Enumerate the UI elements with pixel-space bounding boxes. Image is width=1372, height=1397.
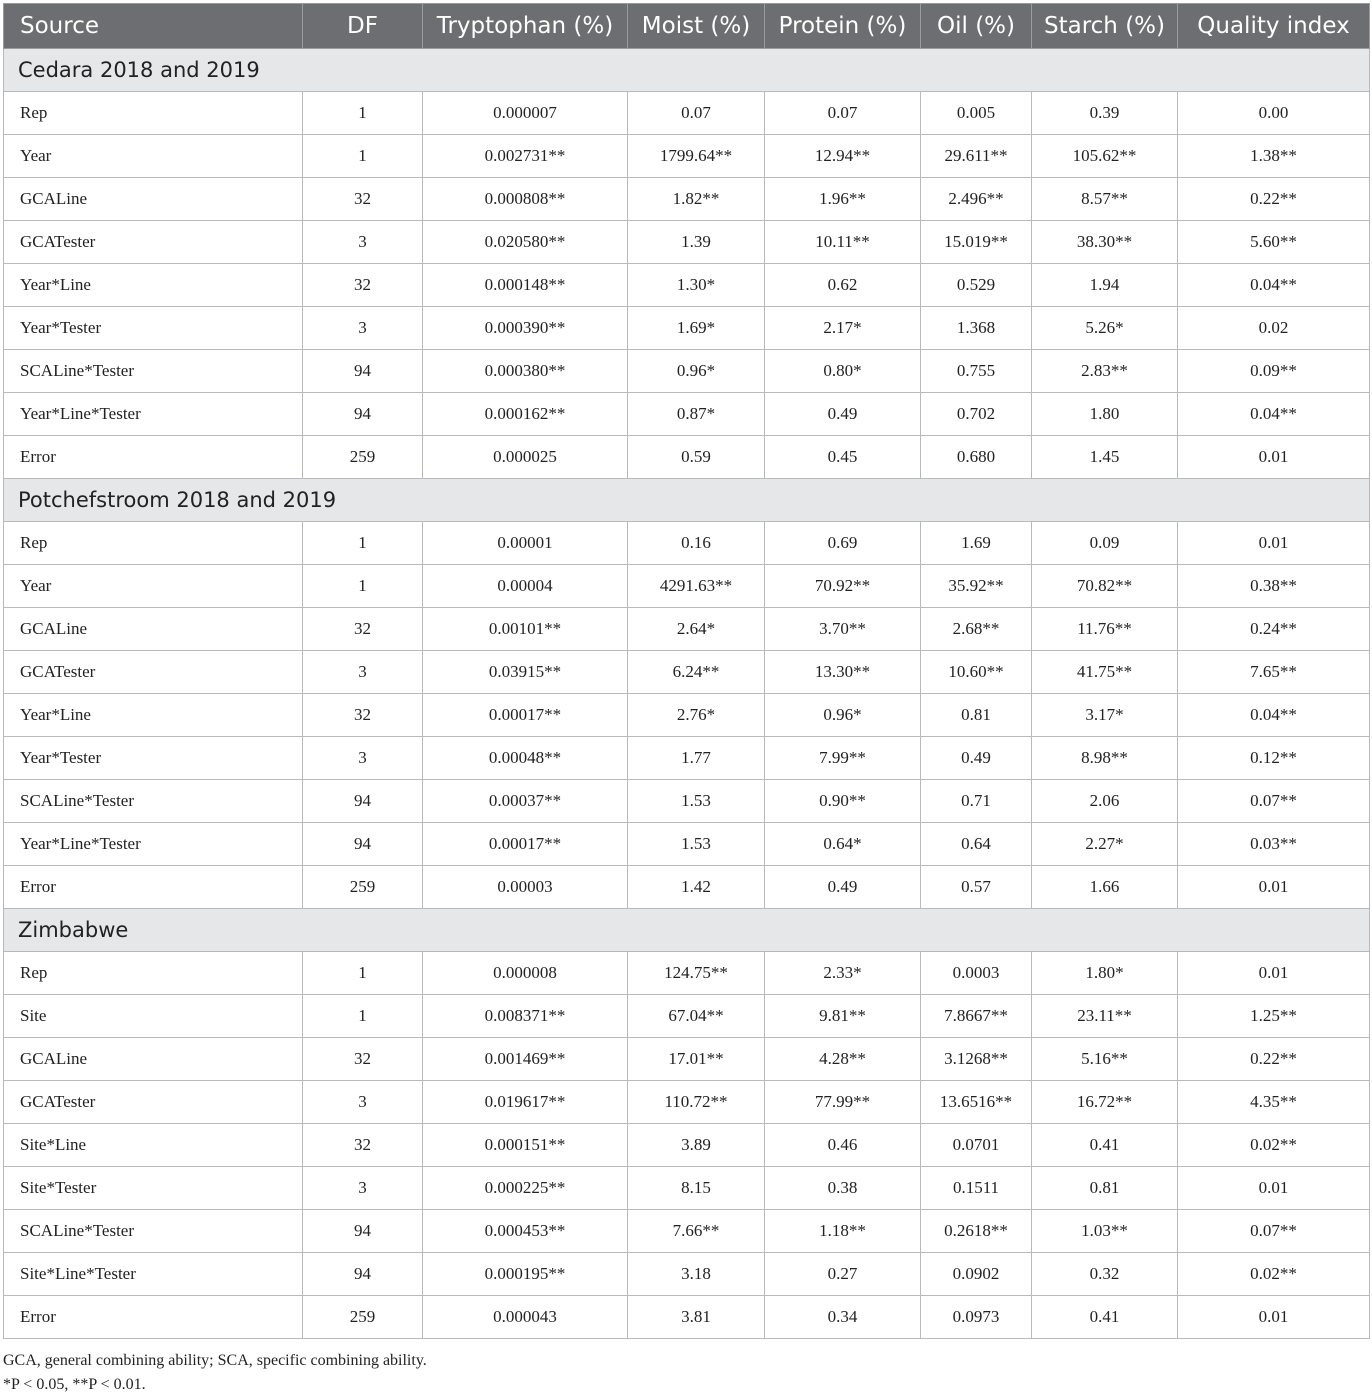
cell-moist: 8.15: [628, 1167, 765, 1210]
cell-starch: 1.03**: [1032, 1210, 1178, 1253]
cell-oil: 0.1511: [921, 1167, 1032, 1210]
footnote-significance: *P < 0.05, **P < 0.01.: [3, 1376, 146, 1393]
cell-tryptophan: 0.00017**: [423, 823, 628, 866]
cell-source: Year*Line: [4, 694, 303, 737]
cell-protein: 0.49: [765, 866, 921, 909]
cell-starch: 1.94: [1032, 264, 1178, 307]
cell-oil: 7.8667**: [921, 995, 1032, 1038]
cell-df: 3: [303, 651, 423, 694]
table-row: [4, 1124, 1370, 1167]
cell-protein: 4.28**: [765, 1038, 921, 1081]
table-footnotes: [3, 1349, 427, 1397]
cell-source: GCALine: [4, 608, 303, 651]
table-row: [4, 608, 1370, 651]
cell-quality-index: 0.04**: [1178, 264, 1370, 307]
cell-moist: 3.89: [628, 1124, 765, 1167]
cell-tryptophan: 0.00048**: [423, 737, 628, 780]
section-title: Potchefstroom 2018 and 2019: [4, 479, 1370, 522]
cell-starch: 1.80*: [1032, 952, 1178, 995]
cell-moist: 1.30*: [628, 264, 765, 307]
column-header-moist: Moist (%): [628, 4, 765, 49]
table-row: [4, 823, 1370, 866]
cell-protein: 0.62: [765, 264, 921, 307]
cell-df: 94: [303, 823, 423, 866]
cell-protein: 13.30**: [765, 651, 921, 694]
cell-quality-index: 0.02**: [1178, 1124, 1370, 1167]
cell-moist: 1.53: [628, 823, 765, 866]
cell-starch: 1.66: [1032, 866, 1178, 909]
cell-source: GCATester: [4, 651, 303, 694]
cell-source: Year: [4, 135, 303, 178]
cell-starch: 0.41: [1032, 1124, 1178, 1167]
cell-quality-index: 0.03**: [1178, 823, 1370, 866]
cell-quality-index: 0.01: [1178, 436, 1370, 479]
table-row: [4, 1038, 1370, 1081]
cell-df: 32: [303, 264, 423, 307]
cell-moist: 110.72**: [628, 1081, 765, 1124]
section-row: [4, 479, 1370, 522]
cell-starch: 3.17*: [1032, 694, 1178, 737]
cell-protein: 3.70**: [765, 608, 921, 651]
table-row: [4, 178, 1370, 221]
cell-df: 3: [303, 1081, 423, 1124]
cell-df: 1: [303, 952, 423, 995]
cell-moist: 1.39: [628, 221, 765, 264]
cell-starch: 0.39: [1032, 92, 1178, 135]
cell-tryptophan: 0.000008: [423, 952, 628, 995]
cell-tryptophan: 0.000043: [423, 1296, 628, 1339]
cell-starch: 2.83**: [1032, 350, 1178, 393]
cell-source: Rep: [4, 952, 303, 995]
cell-df: 94: [303, 350, 423, 393]
cell-protein: 0.64*: [765, 823, 921, 866]
cell-tryptophan: 0.00037**: [423, 780, 628, 823]
cell-protein: 0.27: [765, 1253, 921, 1296]
cell-df: 94: [303, 1210, 423, 1253]
cell-oil: 0.0003: [921, 952, 1032, 995]
cell-starch: 1.80: [1032, 393, 1178, 436]
table-row: [4, 264, 1370, 307]
cell-protein: 0.90**: [765, 780, 921, 823]
cell-df: 259: [303, 436, 423, 479]
cell-source: Year*Line*Tester: [4, 393, 303, 436]
table-row: [4, 436, 1370, 479]
cell-df: 32: [303, 1124, 423, 1167]
cell-starch: 0.41: [1032, 1296, 1178, 1339]
cell-oil: 0.64: [921, 823, 1032, 866]
section-title: Cedara 2018 and 2019: [4, 49, 1370, 92]
cell-df: 32: [303, 178, 423, 221]
cell-tryptophan: 0.00003: [423, 866, 628, 909]
column-header-protein: Protein (%): [765, 4, 921, 49]
column-header-starch: Starch (%): [1032, 4, 1178, 49]
cell-starch: 2.27*: [1032, 823, 1178, 866]
cell-df: 3: [303, 1167, 423, 1210]
cell-oil: 3.1268**: [921, 1038, 1032, 1081]
cell-oil: 10.60**: [921, 651, 1032, 694]
cell-protein: 0.49: [765, 393, 921, 436]
cell-moist: 3.18: [628, 1253, 765, 1296]
cell-moist: 2.76*: [628, 694, 765, 737]
cell-moist: 67.04**: [628, 995, 765, 1038]
cell-tryptophan: 0.00101**: [423, 608, 628, 651]
cell-oil: 2.68**: [921, 608, 1032, 651]
cell-oil: 0.57: [921, 866, 1032, 909]
cell-oil: 0.0902: [921, 1253, 1032, 1296]
column-header-quality-index: Quality index: [1178, 4, 1370, 49]
cell-oil: 13.6516**: [921, 1081, 1032, 1124]
cell-protein: 7.99**: [765, 737, 921, 780]
cell-quality-index: 0.00: [1178, 92, 1370, 135]
table-row: [4, 350, 1370, 393]
cell-oil: 0.49: [921, 737, 1032, 780]
table-row: [4, 92, 1370, 135]
table-row: [4, 1210, 1370, 1253]
cell-oil: 15.019**: [921, 221, 1032, 264]
cell-protein: 70.92**: [765, 565, 921, 608]
cell-oil: 0.702: [921, 393, 1032, 436]
cell-source: Rep: [4, 522, 303, 565]
cell-quality-index: 0.22**: [1178, 1038, 1370, 1081]
cell-oil: 0.005: [921, 92, 1032, 135]
cell-source: Site*Line*Tester: [4, 1253, 303, 1296]
cell-source: Site*Line: [4, 1124, 303, 1167]
section-row: [4, 909, 1370, 952]
cell-starch: 38.30**: [1032, 221, 1178, 264]
cell-quality-index: 0.09**: [1178, 350, 1370, 393]
cell-protein: 9.81**: [765, 995, 921, 1038]
cell-moist: 4291.63**: [628, 565, 765, 608]
cell-moist: 17.01**: [628, 1038, 765, 1081]
table-row: [4, 135, 1370, 178]
cell-source: Year*Line*Tester: [4, 823, 303, 866]
cell-starch: 105.62**: [1032, 135, 1178, 178]
table-row: [4, 522, 1370, 565]
cell-protein: 1.96**: [765, 178, 921, 221]
table-body: [4, 49, 1370, 1339]
cell-oil: 0.81: [921, 694, 1032, 737]
cell-protein: 0.38: [765, 1167, 921, 1210]
cell-starch: 5.26*: [1032, 307, 1178, 350]
cell-oil: 2.496**: [921, 178, 1032, 221]
cell-oil: 0.71: [921, 780, 1032, 823]
cell-quality-index: 0.02**: [1178, 1253, 1370, 1296]
cell-tryptophan: 0.000390**: [423, 307, 628, 350]
table-row: [4, 952, 1370, 995]
cell-moist: 3.81: [628, 1296, 765, 1339]
cell-quality-index: 1.38**: [1178, 135, 1370, 178]
cell-source: GCATester: [4, 221, 303, 264]
cell-protein: 0.80*: [765, 350, 921, 393]
table-row: [4, 221, 1370, 264]
cell-protein: 0.07: [765, 92, 921, 135]
cell-source: Site: [4, 995, 303, 1038]
cell-oil: 0.0701: [921, 1124, 1032, 1167]
cell-df: 1: [303, 565, 423, 608]
cell-source: Error: [4, 866, 303, 909]
cell-tryptophan: 0.000151**: [423, 1124, 628, 1167]
cell-starch: 41.75**: [1032, 651, 1178, 694]
cell-starch: 23.11**: [1032, 995, 1178, 1038]
cell-tryptophan: 0.000007: [423, 92, 628, 135]
cell-tryptophan: 0.020580**: [423, 221, 628, 264]
footnote-abbreviations: GCA, general combining ability; SCA, specific combining ability.: [3, 1352, 427, 1369]
cell-oil: 0.2618**: [921, 1210, 1032, 1253]
cell-source: Site*Tester: [4, 1167, 303, 1210]
cell-df: 3: [303, 221, 423, 264]
column-header-tryptophan: Tryptophan (%): [423, 4, 628, 49]
cell-protein: 1.18**: [765, 1210, 921, 1253]
cell-tryptophan: 0.000025: [423, 436, 628, 479]
cell-quality-index: 0.01: [1178, 952, 1370, 995]
anova-table: [3, 3, 1370, 1339]
table-row: [4, 1081, 1370, 1124]
cell-source: Rep: [4, 92, 303, 135]
cell-moist: 0.87*: [628, 393, 765, 436]
cell-source: GCALine: [4, 1038, 303, 1081]
cell-tryptophan: 0.008371**: [423, 995, 628, 1038]
cell-oil: 1.69: [921, 522, 1032, 565]
cell-starch: 8.57**: [1032, 178, 1178, 221]
cell-quality-index: 0.04**: [1178, 694, 1370, 737]
cell-protein: 77.99**: [765, 1081, 921, 1124]
cell-quality-index: 5.60**: [1178, 221, 1370, 264]
cell-protein: 0.69: [765, 522, 921, 565]
cell-starch: 0.81: [1032, 1167, 1178, 1210]
cell-tryptophan: 0.000453**: [423, 1210, 628, 1253]
cell-quality-index: 0.07**: [1178, 1210, 1370, 1253]
cell-df: 1: [303, 522, 423, 565]
cell-quality-index: 0.22**: [1178, 178, 1370, 221]
cell-df: 1: [303, 995, 423, 1038]
cell-source: Error: [4, 436, 303, 479]
cell-moist: 2.64*: [628, 608, 765, 651]
cell-starch: 11.76**: [1032, 608, 1178, 651]
cell-df: 94: [303, 393, 423, 436]
cell-source: SCALine*Tester: [4, 350, 303, 393]
cell-quality-index: 7.65**: [1178, 651, 1370, 694]
table-row: [4, 780, 1370, 823]
cell-tryptophan: 0.001469**: [423, 1038, 628, 1081]
cell-moist: 7.66**: [628, 1210, 765, 1253]
cell-protein: 0.46: [765, 1124, 921, 1167]
cell-quality-index: 1.25**: [1178, 995, 1370, 1038]
section-title: Zimbabwe: [4, 909, 1370, 952]
table-row: [4, 995, 1370, 1038]
cell-tryptophan: 0.000380**: [423, 350, 628, 393]
cell-source: Year*Line: [4, 264, 303, 307]
table-row: [4, 866, 1370, 909]
table-row: [4, 1296, 1370, 1339]
cell-source: Year*Tester: [4, 737, 303, 780]
cell-tryptophan: 0.002731**: [423, 135, 628, 178]
cell-starch: 0.09: [1032, 522, 1178, 565]
cell-source: GCATester: [4, 1081, 303, 1124]
table-row: [4, 694, 1370, 737]
cell-source: GCALine: [4, 178, 303, 221]
cell-tryptophan: 0.000195**: [423, 1253, 628, 1296]
table-row: [4, 1253, 1370, 1296]
cell-starch: 70.82**: [1032, 565, 1178, 608]
cell-quality-index: 0.01: [1178, 522, 1370, 565]
cell-moist: 1.82**: [628, 178, 765, 221]
cell-source: SCALine*Tester: [4, 1210, 303, 1253]
cell-oil: 35.92**: [921, 565, 1032, 608]
cell-moist: 1.53: [628, 780, 765, 823]
table-row: [4, 651, 1370, 694]
cell-oil: 1.368: [921, 307, 1032, 350]
cell-quality-index: 0.07**: [1178, 780, 1370, 823]
anova-table-container: [3, 3, 1369, 1339]
cell-protein: 12.94**: [765, 135, 921, 178]
cell-quality-index: 0.01: [1178, 1167, 1370, 1210]
cell-moist: 0.96*: [628, 350, 765, 393]
table-row: [4, 737, 1370, 780]
cell-df: 32: [303, 1038, 423, 1081]
cell-oil: 0.529: [921, 264, 1032, 307]
header-row: [4, 4, 1370, 49]
cell-df: 1: [303, 92, 423, 135]
cell-df: 3: [303, 307, 423, 350]
cell-tryptophan: 0.000808**: [423, 178, 628, 221]
cell-oil: 0.0973: [921, 1296, 1032, 1339]
cell-moist: 1.42: [628, 866, 765, 909]
cell-protein: 2.17*: [765, 307, 921, 350]
cell-protein: 0.34: [765, 1296, 921, 1339]
cell-source: Year*Tester: [4, 307, 303, 350]
cell-moist: 124.75**: [628, 952, 765, 995]
cell-moist: 6.24**: [628, 651, 765, 694]
cell-quality-index: 4.35**: [1178, 1081, 1370, 1124]
cell-df: 259: [303, 1296, 423, 1339]
cell-tryptophan: 0.00001: [423, 522, 628, 565]
cell-tryptophan: 0.000162**: [423, 393, 628, 436]
cell-starch: 5.16**: [1032, 1038, 1178, 1081]
cell-oil: 29.611**: [921, 135, 1032, 178]
cell-moist: 1799.64**: [628, 135, 765, 178]
cell-source: Error: [4, 1296, 303, 1339]
section-row: [4, 49, 1370, 92]
cell-protein: 10.11**: [765, 221, 921, 264]
table-row: [4, 565, 1370, 608]
cell-df: 94: [303, 780, 423, 823]
cell-moist: 0.07: [628, 92, 765, 135]
column-header-source: Source: [4, 4, 303, 49]
cell-df: 259: [303, 866, 423, 909]
cell-starch: 16.72**: [1032, 1081, 1178, 1124]
cell-source: SCALine*Tester: [4, 780, 303, 823]
cell-tryptophan: 0.03915**: [423, 651, 628, 694]
cell-quality-index: 0.01: [1178, 1296, 1370, 1339]
cell-tryptophan: 0.00004: [423, 565, 628, 608]
column-header-oil: Oil (%): [921, 4, 1032, 49]
cell-starch: 2.06: [1032, 780, 1178, 823]
column-header-df: DF: [303, 4, 423, 49]
cell-oil: 0.680: [921, 436, 1032, 479]
cell-quality-index: 0.38**: [1178, 565, 1370, 608]
cell-moist: 1.69*: [628, 307, 765, 350]
cell-quality-index: 0.02: [1178, 307, 1370, 350]
cell-quality-index: 0.01: [1178, 866, 1370, 909]
table-row: [4, 393, 1370, 436]
cell-tryptophan: 0.000148**: [423, 264, 628, 307]
table-row: [4, 307, 1370, 350]
cell-tryptophan: 0.00017**: [423, 694, 628, 737]
cell-tryptophan: 0.019617**: [423, 1081, 628, 1124]
cell-moist: 1.77: [628, 737, 765, 780]
cell-quality-index: 0.12**: [1178, 737, 1370, 780]
cell-starch: 1.45: [1032, 436, 1178, 479]
cell-protein: 0.45: [765, 436, 921, 479]
cell-starch: 0.32: [1032, 1253, 1178, 1296]
cell-oil: 0.755: [921, 350, 1032, 393]
cell-starch: 8.98**: [1032, 737, 1178, 780]
cell-quality-index: 0.24**: [1178, 608, 1370, 651]
cell-moist: 0.16: [628, 522, 765, 565]
table-row: [4, 1167, 1370, 1210]
cell-protein: 0.96*: [765, 694, 921, 737]
cell-df: 1: [303, 135, 423, 178]
cell-source: Year: [4, 565, 303, 608]
cell-df: 3: [303, 737, 423, 780]
cell-tryptophan: 0.000225**: [423, 1167, 628, 1210]
cell-df: 94: [303, 1253, 423, 1296]
cell-moist: 0.59: [628, 436, 765, 479]
cell-df: 32: [303, 608, 423, 651]
cell-df: 32: [303, 694, 423, 737]
cell-quality-index: 0.04**: [1178, 393, 1370, 436]
cell-protein: 2.33*: [765, 952, 921, 995]
